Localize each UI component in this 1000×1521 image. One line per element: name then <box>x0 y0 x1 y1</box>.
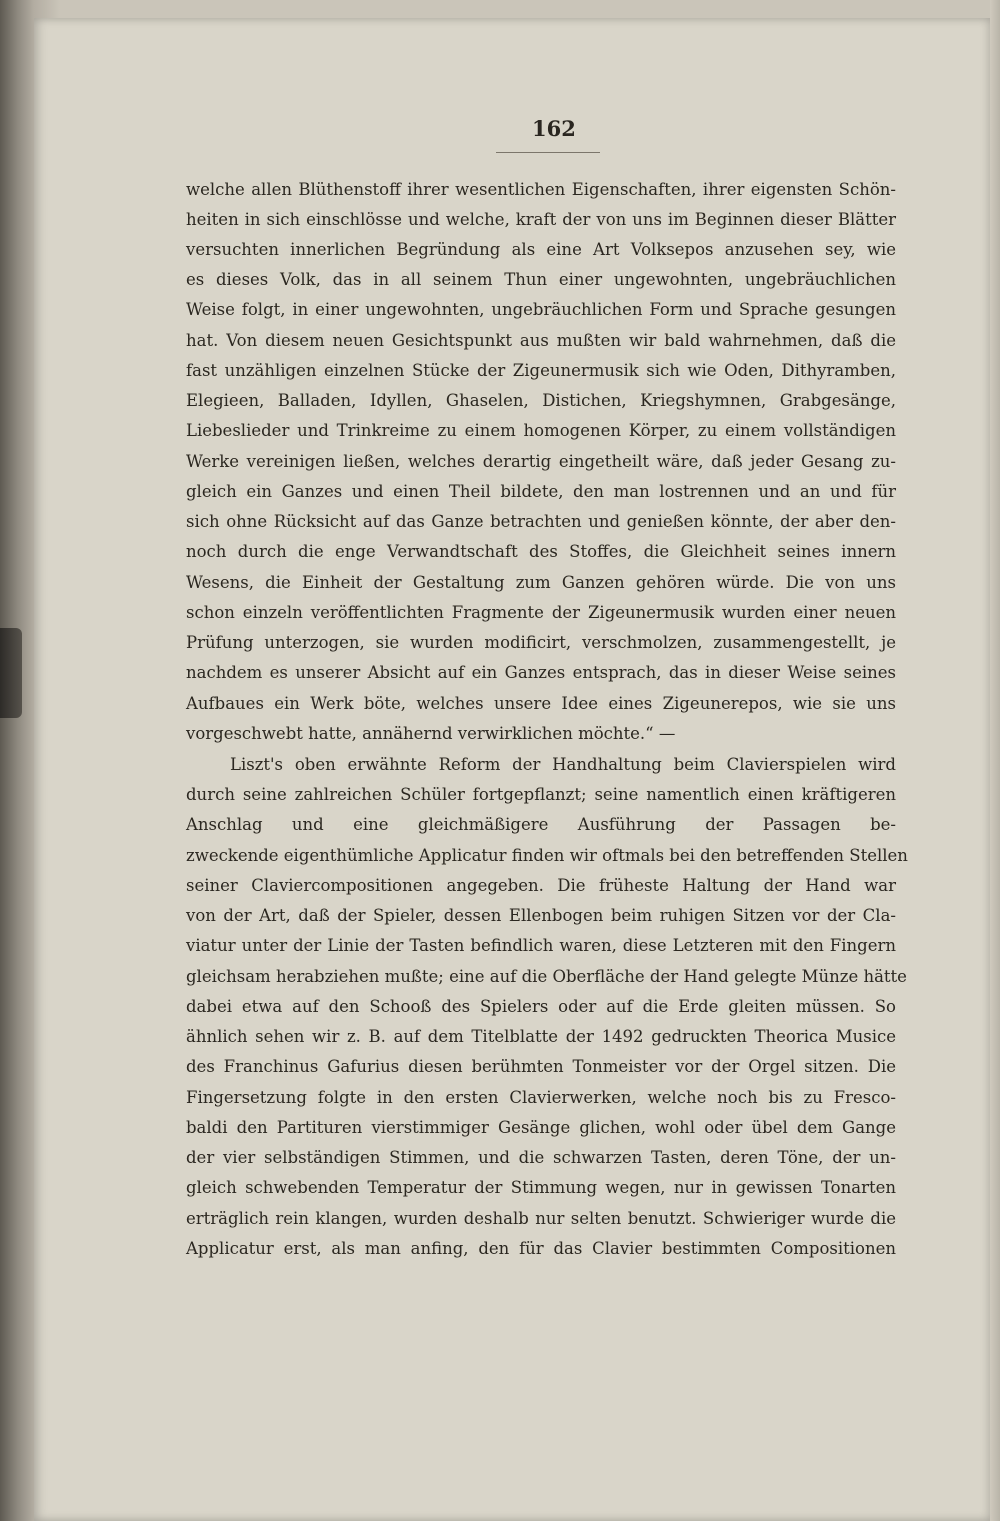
text-line: Wesens, die Einheit der Gestaltung zum Ganzen gehören würde. Die von uns <box>186 573 896 592</box>
text-line: seiner Claviercompositionen angegeben. Die früheste Haltung der Hand war <box>186 876 896 895</box>
text-line: es dieses Volk, das in all seinem Thun einer ungewohnten, ungebräuchlichen <box>186 270 896 289</box>
text-line: Fingersetzung folgte in den ersten Clavierwerken, welche noch bis zu Fresco- <box>186 1088 896 1107</box>
text-line: welche allen Blüthenstoff ihrer wesentlichen Eigenschaften, ihrer eigensten Schön- <box>186 180 896 199</box>
text-line: versuchten innerlichen Begründung als eine Art Volksepos anzusehen sey, wie <box>186 240 896 259</box>
text-line: schon einzeln veröffentlichten Fragmente der Zigeunermusik wurden einer neuen <box>186 603 896 622</box>
text-line: gleich ein Ganzes und einen Theil bildete, den man lostrennen und an und für <box>186 482 896 501</box>
text-line: Liebeslieder und Trinkreime zu einem homogenen Körper, zu einem vollständigen <box>186 421 896 440</box>
text-line: Werke vereinigen ließen, welches derartig eingetheilt wäre, daß jeder Gesang zu- <box>186 452 896 471</box>
text-line: hat. Von diesem neuen Gesichtspunkt aus mußten wir bald wahrnehmen, daß die <box>186 331 896 350</box>
text-line: Applicatur erst, als man anfing, den für das Clavier bestimmten Compositionen <box>186 1239 896 1258</box>
text-line: sich ohne Rücksicht auf das Ganze betrachten und genießen könnte, der aber den- <box>186 512 896 531</box>
text-line: gleich schwebenden Temperatur der Stimmung wegen, nur in gewissen Tonarten <box>186 1178 896 1197</box>
binder-clip <box>0 628 22 718</box>
page-number: 162 <box>532 116 576 141</box>
text-line: Weise folgt, in einer ungewohnten, ungebräuchlichen Form und Sprache gesungen <box>186 300 896 319</box>
text-line: durch seine zahlreichen Schüler fortgepflanzt; seine namentlich einen kräftigeren <box>186 785 896 804</box>
text-line: vorgeschwebt hatte, annähernd verwirklichen möchte.“ — <box>186 724 676 743</box>
text-line: gleichsam herabziehen mußte; eine auf die Oberfläche der Hand gelegte Münze hätte <box>186 967 907 986</box>
header-rule <box>496 152 600 153</box>
text-line: des Franchinus Gafurius diesen berühmten Tonmeister vor der Orgel sitzen. Die <box>186 1057 896 1076</box>
text-line: heiten in sich einschlösse und welche, kraft der von uns im Beginnen dieser Blätter <box>186 210 896 229</box>
text-line: baldi den Partituren vierstimmiger Gesänge glichen, wohl oder übel dem Gange <box>186 1118 896 1137</box>
text-line: Aufbaues ein Werk böte, welches unsere Idee eines Zigeunerepos, wie sie uns <box>186 694 896 713</box>
paragraph-start-line: Liszt's oben erwähnte Reform der Handhaltung beim Clavierspielen wird <box>230 755 896 774</box>
text-line: viatur unter der Linie der Tasten befindlich waren, diese Letzteren mit den Fingern <box>186 936 896 955</box>
text-line: zweckende eigenthümliche Applicatur finden wir oftmals bei den betreffenden Stellen <box>186 846 908 865</box>
text-line: erträglich rein klangen, wurden deshalb nur selten benutzt. Schwieriger wurde die <box>186 1209 896 1228</box>
page-edge <box>990 0 1000 1521</box>
text-line: Prüfung unterzogen, sie wurden modificirt, verschmolzen, zusammengestellt, je <box>186 633 896 652</box>
text-line: ähnlich sehen wir z. B. auf dem Titelblatte der 1492 gedruckten Theorica Musice <box>186 1027 896 1046</box>
text-line: von der Art, daß der Spieler, dessen Ellenbogen beim ruhigen Sitzen vor der Cla- <box>186 906 896 925</box>
text-line: fast unzähligen einzelnen Stücke der Zigeunermusik sich wie Oden, Dithyramben, <box>186 361 896 380</box>
text-line: der vier selbständigen Stimmen, und die schwarzen Tasten, deren Töne, der un- <box>186 1148 896 1167</box>
text-line: dabei etwa auf den Schooß des Spielers oder auf die Erde gleiten müssen. So <box>186 997 896 1016</box>
text-line: Elegieen, Balladen, Idyllen, Ghaselen, Distichen, Kriegshymnen, Grabgesänge, <box>186 391 896 410</box>
text-line: nachdem es unserer Absicht auf ein Ganzes entsprach, das in dieser Weise seines <box>186 663 896 682</box>
text-line: noch durch die enge Verwandtschaft des Stoffes, die Gleichheit seines innern <box>186 542 896 561</box>
text-line: Anschlag und eine gleichmäßigere Ausführung der Passagen be- <box>186 815 896 834</box>
